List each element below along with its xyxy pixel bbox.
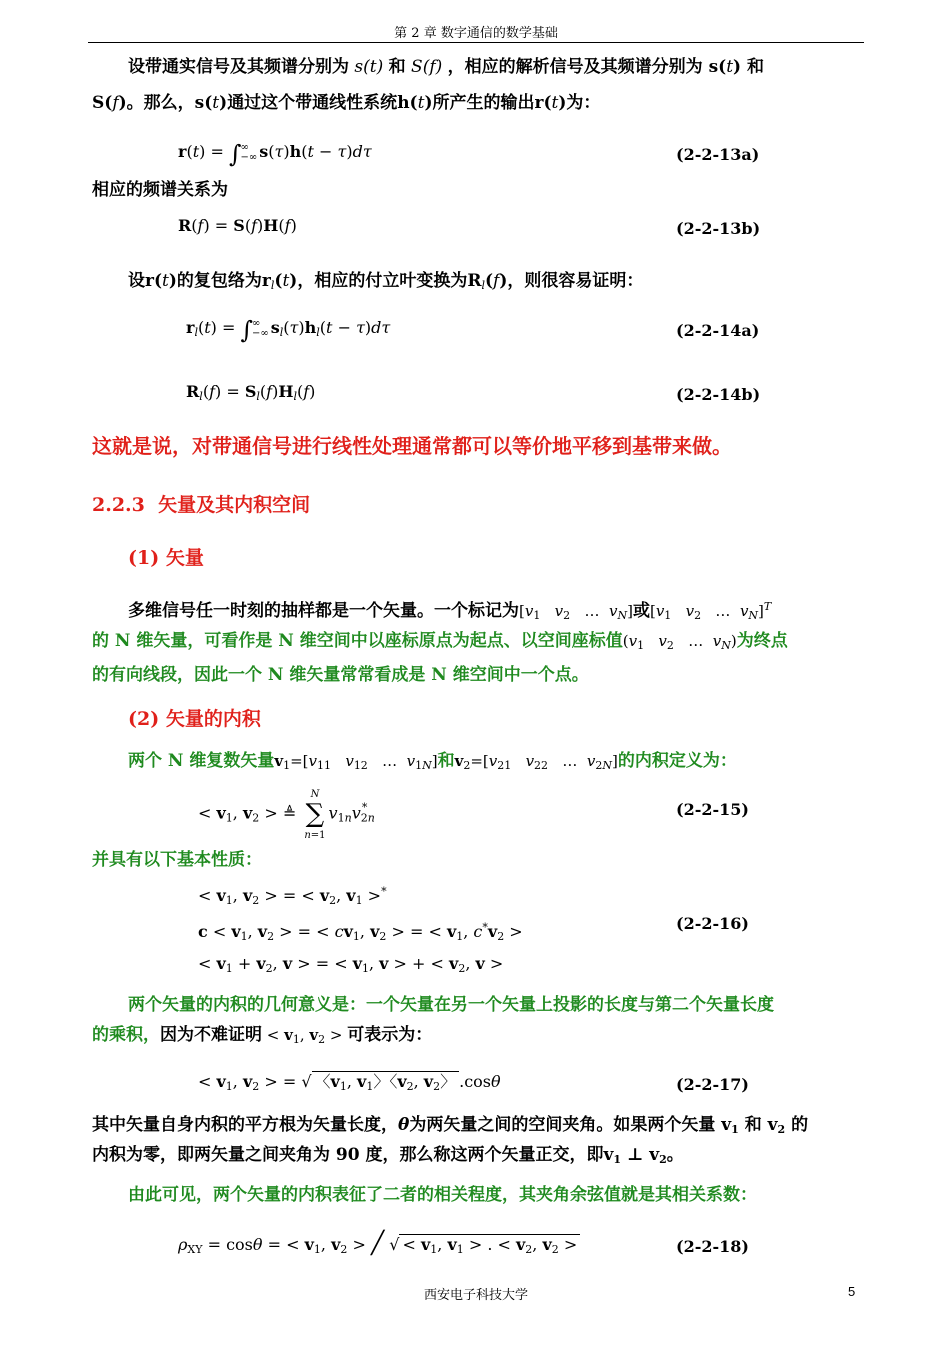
subheading-inner-product: (2) 矢量的内积 (128, 708, 261, 730)
paragraph-orthogonal-line2: 内积为零，即两矢量之间夹角为 90 度，那么称这两个矢量正交，即v1 ⊥ v2。 (92, 1145, 684, 1166)
paragraph-complex-envelope: 设r(t)的复包络为rl(t)，相应的付立叶变换为Rl(f)，则很容易证明： (128, 271, 644, 292)
text: 设 (128, 271, 145, 291)
text: 所产生的输出 (432, 93, 535, 113)
equation-2-2-14b: Rl(f) = Sl(f)Hl(f) (186, 382, 316, 403)
equation-label: (2-2-14b) (676, 385, 761, 404)
equation-2-2-13b: R(f) = S(f)H(f) (178, 216, 297, 235)
equation-2-2-16-line3: < v1 + v2, v > = < v1, v > + < v2, v > (198, 954, 504, 975)
text: 设带通实信号及其频谱分别为 (128, 57, 349, 77)
footer-university: 西安电子科技大学 (423, 1288, 528, 1303)
paragraph-vector-line1: 多维信号任一时刻的抽样都是一个矢量。一个标记为[$v_1$ $v_2$ … $v_N$]或[$v_1$ $v_2$ … $v_N]^T$ (128, 600, 772, 622)
text: 的内积定义为： (617, 751, 737, 771)
paragraph-spectrum: 相应的频谱关系为 (92, 180, 228, 200)
paragraph-correlation: 由此可见，两个矢量的内积表征了二者的相关程度，其夹角余弦值就是其相关系数： (128, 1185, 757, 1205)
text: 的复包络为 (176, 271, 262, 291)
equation-label: (2-2-13a) (676, 145, 760, 164)
text: 或 (632, 601, 650, 621)
text: 为终点 (736, 631, 788, 651)
text: 的乘积， (92, 1025, 160, 1045)
text: 内积为零，即两矢量之间夹角为 90 度，那么称这两个矢量正交，即 (92, 1145, 604, 1165)
equation-label: (2-2-16) (676, 914, 749, 933)
text: 和 (388, 57, 406, 77)
paragraph-properties: 并具有以下基本性质： (92, 850, 262, 870)
equation-2-2-18: ρXY = cosθ = < v1, v2 > ╱ √ < v1, v1 > . < v2, v2 > (178, 1232, 580, 1262)
header-rule (88, 42, 864, 43)
text: 其中矢量自身内积的平方根为矢量长度， (92, 1115, 398, 1135)
text: 因为不难证明 (160, 1025, 262, 1045)
paragraph-bandpass-line1: 设带通实信号及其频谱分别为 s(t) 和 S(f) ，相应的解析信号及其频谱分别为 s(t) 和 (128, 57, 765, 77)
paragraph-bandpass-line2: S(f)。那么，s(t)通过这个带通线性系统h(t)所产生的输出r(t)为： (92, 93, 601, 113)
equation-2-2-13a: r(t) = ∫∞ −∞ s(τ)h(t − τ)dτ (178, 140, 372, 168)
subheading-vector: (1) 矢量 (128, 547, 204, 569)
text: 多维信号任一时刻的抽样都是一个矢量。一个标记为 (128, 601, 519, 621)
equation-2-2-14a: rl(t) = ∫∞ −∞ sl(τ)hl(t − τ)dτ (186, 316, 391, 344)
paragraph-inner-product-def: 两个 N 维复数矢量$v_1=[v_{11}$ $v_{12}$ … $v_{1N}$]和$v_2=[v_{21}$ $v_{22}$ … $v_{2N}$]的内积定义为： (128, 751, 737, 772)
text: 和 (747, 57, 765, 77)
page-number: 5 (848, 1284, 856, 1299)
equation-2-2-15: < v1, v2 > ≜ N ∑ n=1v1nv2n* (198, 789, 375, 841)
text: 的 N 维矢量，可看作是 N 维空间中以座标原点为起点、以空间座标值 (92, 631, 623, 651)
text: 通过这个带通线性系统 (227, 93, 398, 113)
text: 和 (437, 751, 455, 771)
text: ，相应的解析信号及其频谱分别为 (447, 57, 703, 77)
text: ，则很容易证明： (507, 271, 644, 291)
text: 和 (744, 1115, 762, 1135)
section-title: 矢量及其内积空间 (158, 494, 311, 516)
section-number: 2.2.3 (92, 494, 145, 516)
text: 的 (791, 1115, 809, 1135)
text: ，相应的付立叶变换为 (297, 271, 468, 291)
paragraph-orthogonal-line1: 其中矢量自身内积的平方根为矢量长度，θ为两矢量之间的空间夹角。如果两个矢量 v1 和 v2 的 (92, 1115, 809, 1136)
equation-label: (2-2-17) (676, 1075, 749, 1094)
text: 。 (666, 1145, 684, 1165)
text: 。那么， (126, 93, 195, 113)
highlight-statement: 这就是说，对带通信号进行线性处理通常都可以等价地平移到基带来做。 (92, 434, 732, 458)
paragraph-vector-line3: 的有向线段，因此一个 N 维矢量常常看成是 N 维空间中一个点。 (92, 665, 589, 685)
equation-label: (2-2-13b) (676, 219, 761, 238)
equation-label: (2-2-15) (676, 800, 749, 819)
text: 为两矢量之间的空间夹角。如果两个矢量 (409, 1115, 716, 1135)
running-header: 第 2 章 数字通信的数学基础 (394, 26, 558, 41)
equation-label: (2-2-14a) (676, 321, 760, 340)
paragraph-geometry-line1: 两个矢量的内积的几何意义是：一个矢量在另一个矢量上投影的长度与第二个矢量长度 (128, 995, 774, 1015)
equation-2-2-16-line1: < v1, v2 > = < v2, v1 >* (198, 885, 387, 907)
text: 两个 N 维复数矢量 (128, 751, 275, 771)
paragraph-geometry-line2: 的乘积，因为不难证明 < $v_1$, $v_2$ > 可表示为： (92, 1025, 433, 1046)
equation-2-2-17: < v1, v2 > = √ 〈v1, v1〉〈v2, v2〉 .cosθ (198, 1072, 501, 1093)
equation-label: (2-2-18) (676, 1237, 749, 1256)
section-heading (92, 490, 310, 517)
text: 可表示为： (347, 1025, 433, 1045)
text: 为： (566, 93, 601, 113)
equation-2-2-16-line2: c < v1, v2 > = < cv1, v2 > = < v1, c*v2 > (198, 921, 523, 943)
paragraph-vector-line2: 的 N 维矢量，可看作是 N 维空间中以座标原点为起点、以空间座标值($v_1$ $v_2$ … $v_N$)为终点 (92, 631, 788, 652)
